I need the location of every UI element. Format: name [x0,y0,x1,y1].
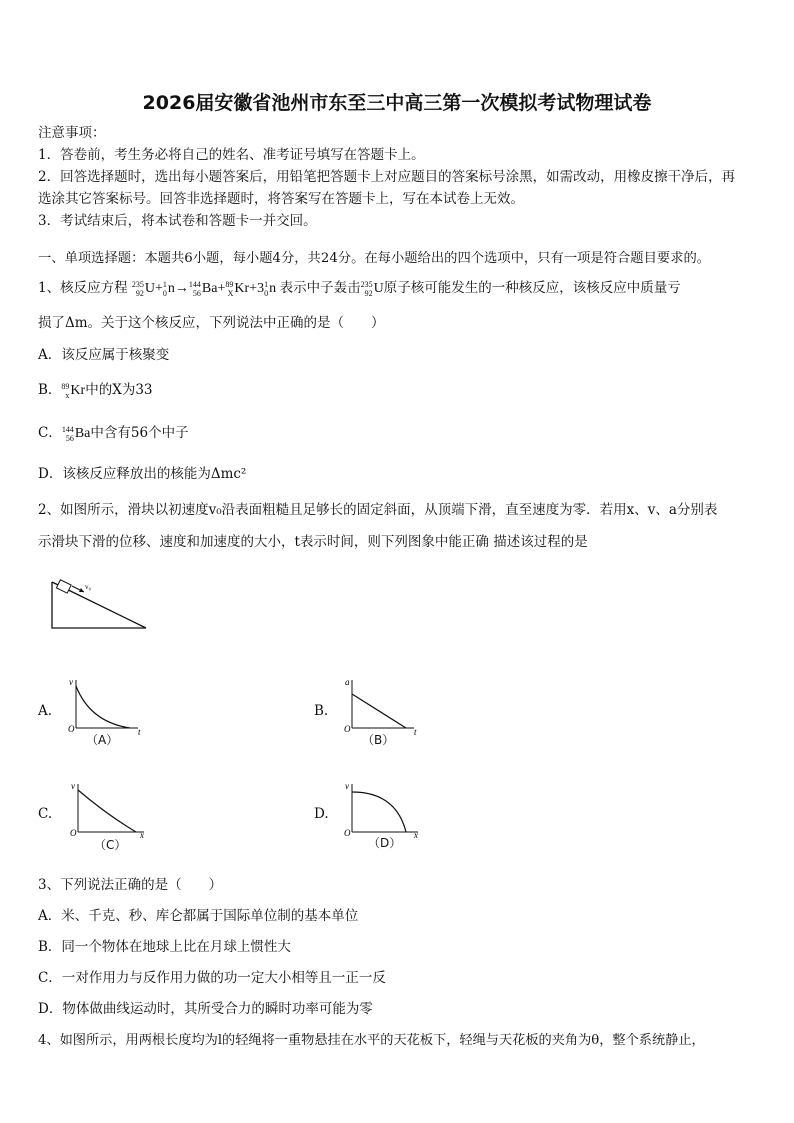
graph-b-caption: （B） [362,733,395,747]
svg-text:O: O [344,828,351,838]
svg-text:x: x [140,830,144,840]
svg-text:v: v [71,781,75,791]
q3-option-c: C．一对作用力与反作用力做的功一定大小相等且一正一反 [38,970,386,986]
page-title: 2026届安徽省池州市东至三中高三第一次模拟考试物理试卷 [142,92,652,114]
q3-stem: 3、下列说法正确的是（ ） [38,877,223,893]
svg-text:t: t [414,727,417,737]
q1-option-b: B． 89 x Kr中的X为33 [38,381,153,400]
q1-line2: 损了Δm。关于这个核反应，下列说法中正确的是（ ） [38,315,385,331]
q1-prefix: 1、核反应方程 [38,280,128,296]
graph-c-caption: （C） [94,838,127,852]
q3-option-b: B．同一个物体在地球上比在月球上惯性大 [38,939,291,955]
q2-line2: 示滑块下滑的位移、速度和加速度的大小，t表示时间，则下列图象中能正确 描述该过程的是 [38,534,588,550]
q2-line1: 2、如图所示，滑块以初速度v₀沿表面粗糙且足够长的固定斜面，从顶端下滑，直至速度为零．若用x、v、a分别表 [38,502,718,518]
svg-text:O: O [70,828,77,838]
svg-text:O: O [344,724,351,734]
q1-suffix2: 原子核可能发生的一种核反应，该核反应中质量亏 [383,280,681,296]
svg-text:v: v [345,781,349,791]
q1-option-a: A．该反应属于核聚变 [38,347,170,363]
incline-v0-label: v₀ [85,583,91,591]
svg-text:t: t [138,727,141,737]
q4-stem: 4、如图所示，用两根长度均为l的轻绳将一重物悬挂在水平的天花板下，轻绳与天花板的夹角为θ，整个系统静止， [38,1033,705,1048]
notice-heading: 注意事项： [38,125,106,141]
q3-option-a: A．米、千克、秒、库仑都属于国际单位制的基本单位 [38,908,359,924]
section-heading: 一、单项选择题：本题共6小题，每小题4分，共24分。在每小题给出的四个选项中，只有一项是符合题目要求的。 [38,251,711,266]
q1-suffix: 表示中子轰击 [279,280,361,296]
q1-line1: 1、核反应方程 235 92 U+ 1 0 n→ 144 56 Ba+ 89 X Kr+3 1 0 n 表示中子轰击 235 92 U原子核可能发生的一种核反应，该核反应中质量亏 [38,279,681,298]
graph-d-option: D. [314,806,329,822]
graph-a-caption: （A） [86,733,119,747]
notice-item-3: 3．考试结束后，将本试卷和答题卡一并交回。 [38,213,317,229]
graph-d-caption: （D） [368,836,402,850]
svg-text:a: a [345,677,350,687]
q1-option-d: D．该核反应释放出的核能为Δmc² [38,466,247,482]
q3-option-d: D．物体做曲线运动时，其所受合力的瞬时功率可能为零 [38,1001,373,1017]
svg-text:O: O [68,724,75,734]
incline-figure [48,578,158,634]
q1-equation: 235 92 U+ 1 0 n→ 144 56 Ba+ 89 X Kr+3 1 0 n [131,279,280,298]
svg-text:x: x [414,830,418,840]
svg-text:v: v [69,677,73,687]
notice-item-2: 2．回答选择题时，选出每小题答案后，用铅笔把答题卡上对应题目的答案标号涂黑，如需改动，用橡皮擦干净后，再 [38,169,736,185]
graph-b-option: B. [314,703,329,719]
q1-option-c: C． 144 56 Ba中含有56个中子 [38,424,189,443]
notice-item-2-cont: 选涂其它答案标号。回答非选择题时，将答案写在答题卡上，写在本试卷上无效。 [38,191,524,207]
graph-c-option: C. [38,806,53,822]
graph-a-option: A. [38,703,53,719]
notice-item-1: 1．答卷前，考生务必将自己的姓名、准考证号填写在答题卡上。 [38,147,425,163]
